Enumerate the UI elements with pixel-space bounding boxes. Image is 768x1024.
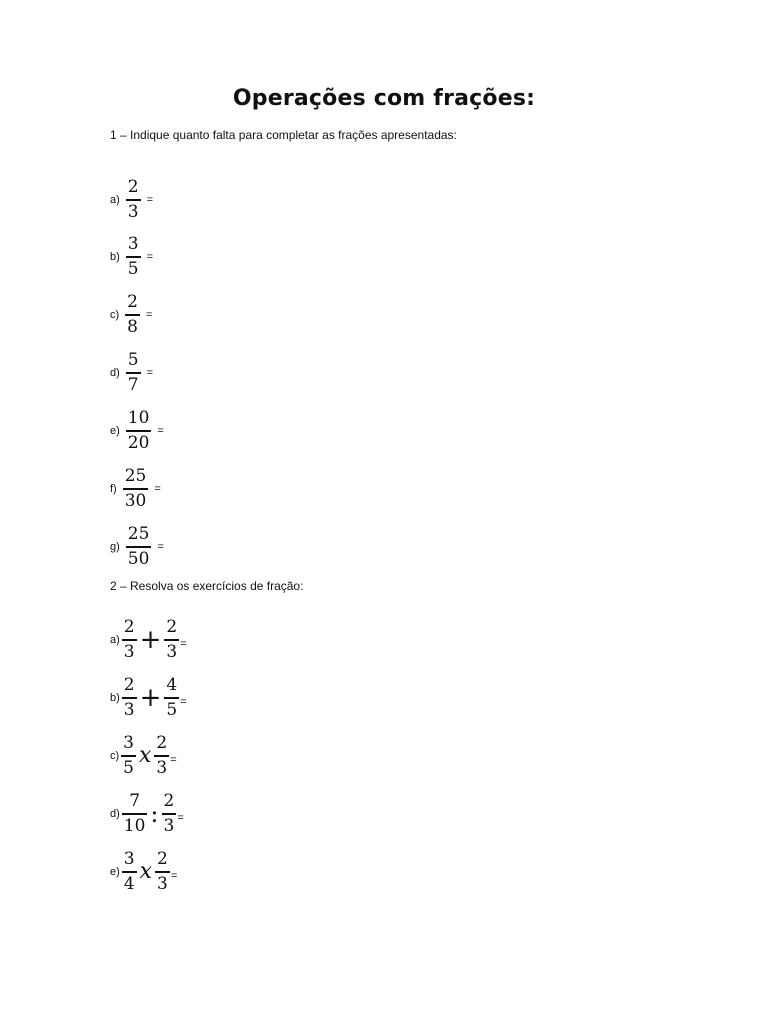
multiply-operator: x: [139, 743, 152, 768]
exercise-2b: [110, 672, 187, 724]
equals-sign: =: [170, 870, 178, 882]
numerator: 10: [127, 408, 150, 429]
item-label: c): [110, 309, 120, 321]
section2-heading: 2 – Resolva os exercícios de fração:: [110, 579, 304, 593]
numerator: 2: [127, 292, 138, 313]
fraction: [126, 236, 141, 277]
exercise-2e: [110, 846, 177, 898]
denominator: 7: [127, 374, 139, 395]
denominator: 3: [163, 815, 175, 836]
fraction: [123, 468, 149, 509]
denominator: 3: [166, 641, 178, 662]
exercise-2d: [110, 788, 184, 840]
item-label: e): [110, 425, 120, 437]
denominator: 3: [156, 757, 168, 778]
numerator: 25: [124, 466, 147, 487]
denominator: 3: [157, 873, 168, 894]
denominator: 8: [127, 316, 138, 337]
numerator: 2: [166, 617, 178, 638]
numerator: 2: [157, 849, 168, 870]
fraction-left: [122, 619, 137, 660]
exercise-1a: [110, 174, 153, 226]
item-label: d): [110, 367, 120, 379]
numerator: 25: [127, 524, 150, 545]
equals-sign: =: [146, 251, 154, 263]
exercise-2a: [110, 614, 187, 666]
numerator: 3: [123, 733, 134, 754]
fraction-left: [122, 793, 148, 834]
equals-sign: =: [180, 638, 187, 650]
item-label: a): [110, 194, 120, 206]
equals-sign: =: [146, 367, 154, 379]
item-label: b): [110, 692, 120, 704]
numerator: 3: [123, 849, 135, 870]
item-label: a): [110, 634, 120, 646]
item-label: d): [110, 808, 120, 820]
denominator: 10: [123, 815, 146, 836]
denominator: 5: [127, 258, 139, 279]
equals-sign: =: [177, 812, 184, 824]
exercise-1e: [110, 405, 164, 457]
fraction-left: [121, 735, 136, 776]
plus-operator: +: [139, 625, 162, 655]
exercise-2c: [110, 730, 177, 782]
fraction: [126, 410, 152, 451]
fraction-left: [122, 677, 137, 718]
numerator: 2: [123, 617, 135, 638]
section1-heading: 1 – Indique quanto falta para completar as frações apresentadas:: [110, 128, 457, 142]
equals-sign: =: [157, 425, 164, 437]
item-label: e): [110, 866, 120, 878]
denominator: 20: [127, 432, 150, 453]
exercise-1d: [110, 347, 153, 399]
equals-sign: =: [170, 754, 177, 766]
fraction-left: [122, 851, 137, 892]
exercise-1c: [110, 289, 152, 341]
denominator: 4: [123, 873, 135, 894]
plus-operator: +: [139, 683, 162, 713]
fraction-right: [162, 793, 177, 834]
equals-sign: =: [157, 541, 164, 553]
item-label: c): [110, 750, 120, 762]
denominator: 30: [124, 490, 147, 511]
exercise-1g: [110, 521, 164, 573]
fraction: [126, 352, 141, 393]
numerator: 2: [123, 675, 135, 696]
denominator: 50: [127, 548, 150, 569]
equals-sign: =: [146, 194, 154, 206]
denominator: 5: [166, 699, 178, 720]
equals-sign: =: [154, 483, 161, 495]
numerator: 2: [156, 733, 168, 754]
exercise-1b: [110, 231, 153, 283]
item-label: g): [110, 541, 120, 553]
fraction: [126, 179, 141, 220]
denominator: 3: [123, 699, 135, 720]
numerator: 5: [127, 350, 139, 371]
denominator: 5: [123, 757, 134, 778]
equals-sign: =: [180, 696, 187, 708]
numerator: 4: [166, 675, 178, 696]
denominator: 3: [123, 641, 135, 662]
item-label: f): [110, 483, 117, 495]
fraction-right: [164, 619, 179, 660]
fraction: [126, 526, 152, 567]
numerator: 2: [163, 791, 175, 812]
fraction-right: [154, 735, 169, 776]
fraction-right: [164, 677, 179, 718]
equals-sign: =: [146, 309, 153, 321]
denominator: 3: [127, 201, 139, 222]
divide-operator: :: [150, 800, 159, 828]
page-title: Operações com frações:: [232, 86, 536, 111]
fraction: [125, 294, 140, 335]
numerator: 7: [129, 791, 141, 812]
item-label: b): [110, 251, 120, 263]
fraction-right: [155, 851, 170, 892]
multiply-operator: x: [139, 859, 153, 884]
numerator: 3: [127, 234, 139, 255]
exercise-1f: [110, 463, 161, 515]
numerator: 2: [127, 177, 139, 198]
